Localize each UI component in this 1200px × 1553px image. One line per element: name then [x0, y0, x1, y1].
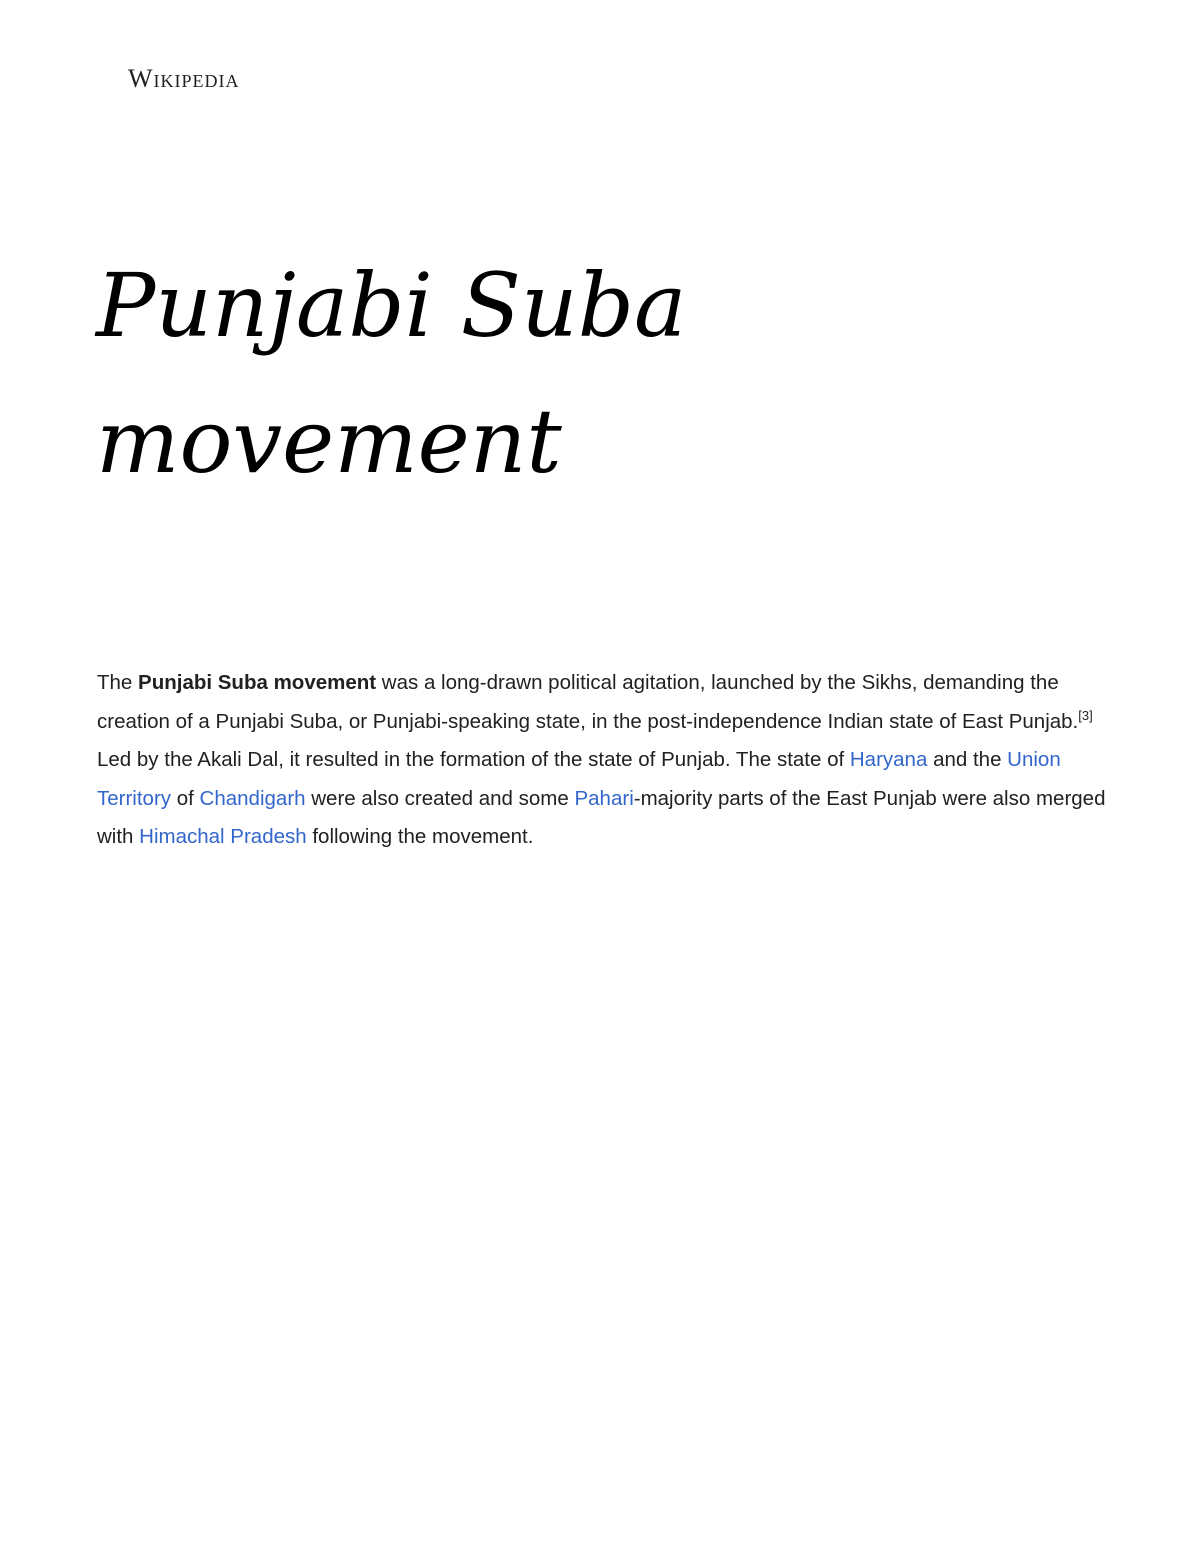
lead-text: were also created and some: [305, 786, 575, 810]
link-union-territory[interactable]: Union Territory: [97, 748, 1061, 810]
link-chandigarh[interactable]: Chandigarh: [199, 786, 306, 810]
page-title: Punjabi Suba movement: [96, 254, 687, 493]
link-himachal-pradesh[interactable]: Himachal Pradesh: [139, 825, 307, 848]
reference-link[interactable]: [3]: [1078, 707, 1093, 723]
lead-text: of: [171, 786, 200, 810]
lead-text: following the movement.: [306, 825, 534, 848]
lead-text: Led by the Akali Dal, it resulted in the formation of the state of Punjab. The state of: [97, 748, 850, 771]
link-haryana[interactable]: Haryana: [849, 748, 928, 771]
wikipedia-logo[interactable]: Wikipedia: [128, 64, 240, 93]
lead-text: The: [97, 671, 139, 694]
lead-paragraph: [97, 664, 1107, 857]
lead-bold-term: Punjabi Suba movement: [138, 671, 377, 694]
lead-text: was a long-drawn political agitation, launched by the Sikhs, demanding the creation of a Punjabi Suba, or Punjabi-speaking state, in the post-independence Indian state of East Punjab.: [97, 671, 1079, 733]
link-pahari[interactable]: Pahari: [574, 786, 634, 810]
lead-text: and the: [927, 748, 1008, 771]
lead-text: -majority parts of the East Punjab were also merged with: [97, 786, 1106, 848]
